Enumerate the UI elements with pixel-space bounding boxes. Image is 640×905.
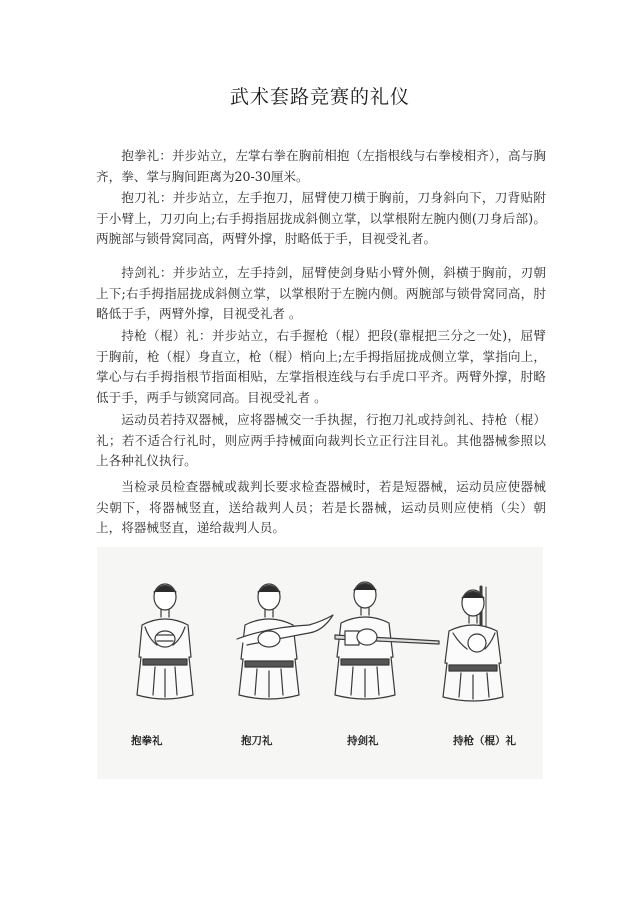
figure-sword-salute: [335, 582, 439, 699]
salute-illustration: [97, 547, 543, 779]
figure-broadsword-salute: [237, 584, 333, 699]
caption-fist-salute: 抱拳礼: [131, 735, 163, 747]
caption-spear-staff-salute: 持枪（棍）礼: [453, 735, 516, 747]
figure-spear-staff-salute: [443, 587, 503, 701]
figure-fist-salute: [137, 584, 193, 699]
paragraph-spear-staff-salute: 持枪（棍）礼：并步站立，右手握枪（棍）把段(靠棍把三分之一处)，屈臂于胸前，枪（棍）身直立，枪（棍）梢向上;左手拇指屈拢成侧立掌，掌指向上，掌心与右手拇指根节指面相贴，左掌指根连线与右手虎口平齐。两臂外撑，肘略低于手，两手与锁窝同高。目视受礼者 。: [96, 328, 546, 405]
caption-sword-salute: 持剑礼: [347, 735, 379, 747]
paragraph-broadsword-salute: 抱刀礼：并步站立，左手抱刀，屈臂使刀横于胸前，刀身斜向下，刀背贴附于小臂上，刀刃向上;右手拇指屈拢成斜侧立掌，以掌根附左腕内侧(刀身后部)。两腕部与锁骨窝同高，两臂外撑，肘略低于手，目视受礼者。: [96, 190, 546, 246]
page-title: 武术套路竞赛的礼仪: [229, 86, 410, 108]
caption-broadsword-salute: 抱刀礼: [241, 735, 273, 747]
paragraph-sword-salute: 持剑礼：并步站立，左手持剑，屈臂使剑身贴小臂外侧，斜横于胸前，刃朝上下;右手拇指屈拢成斜侧立掌，以掌根附于左腕内侧。两腕部与锁骨窝同高，肘略低于手，两臂外撑，目视受礼者 。: [96, 265, 546, 321]
paragraph-fist-salute: 抱拳礼：并步站立，左掌右拳在胸前相抱（左指根线与右拳棱相齐），高与胸齐，拳、掌与胸间距离为20-30厘米。: [96, 148, 546, 184]
paragraph-weapon-inspection: 当检录员检查器械或裁判长要求检查器械时，若是短器械，运动员应使器械尖朝下，将器械竖直，送给裁判人员；若是长器械，运动员则应使梢（尖）朝上，将器械竖直，递给裁判人员。: [96, 479, 546, 535]
paragraph-double-weapons: 运动员若持双器械，应将器械交一手执握，行抱刀礼或持剑礼、持枪（棍）礼；若不适合行礼时，则应两手持械面向裁判长立正行注目礼。其他器械参照以上各种礼仪执行。: [96, 412, 546, 468]
